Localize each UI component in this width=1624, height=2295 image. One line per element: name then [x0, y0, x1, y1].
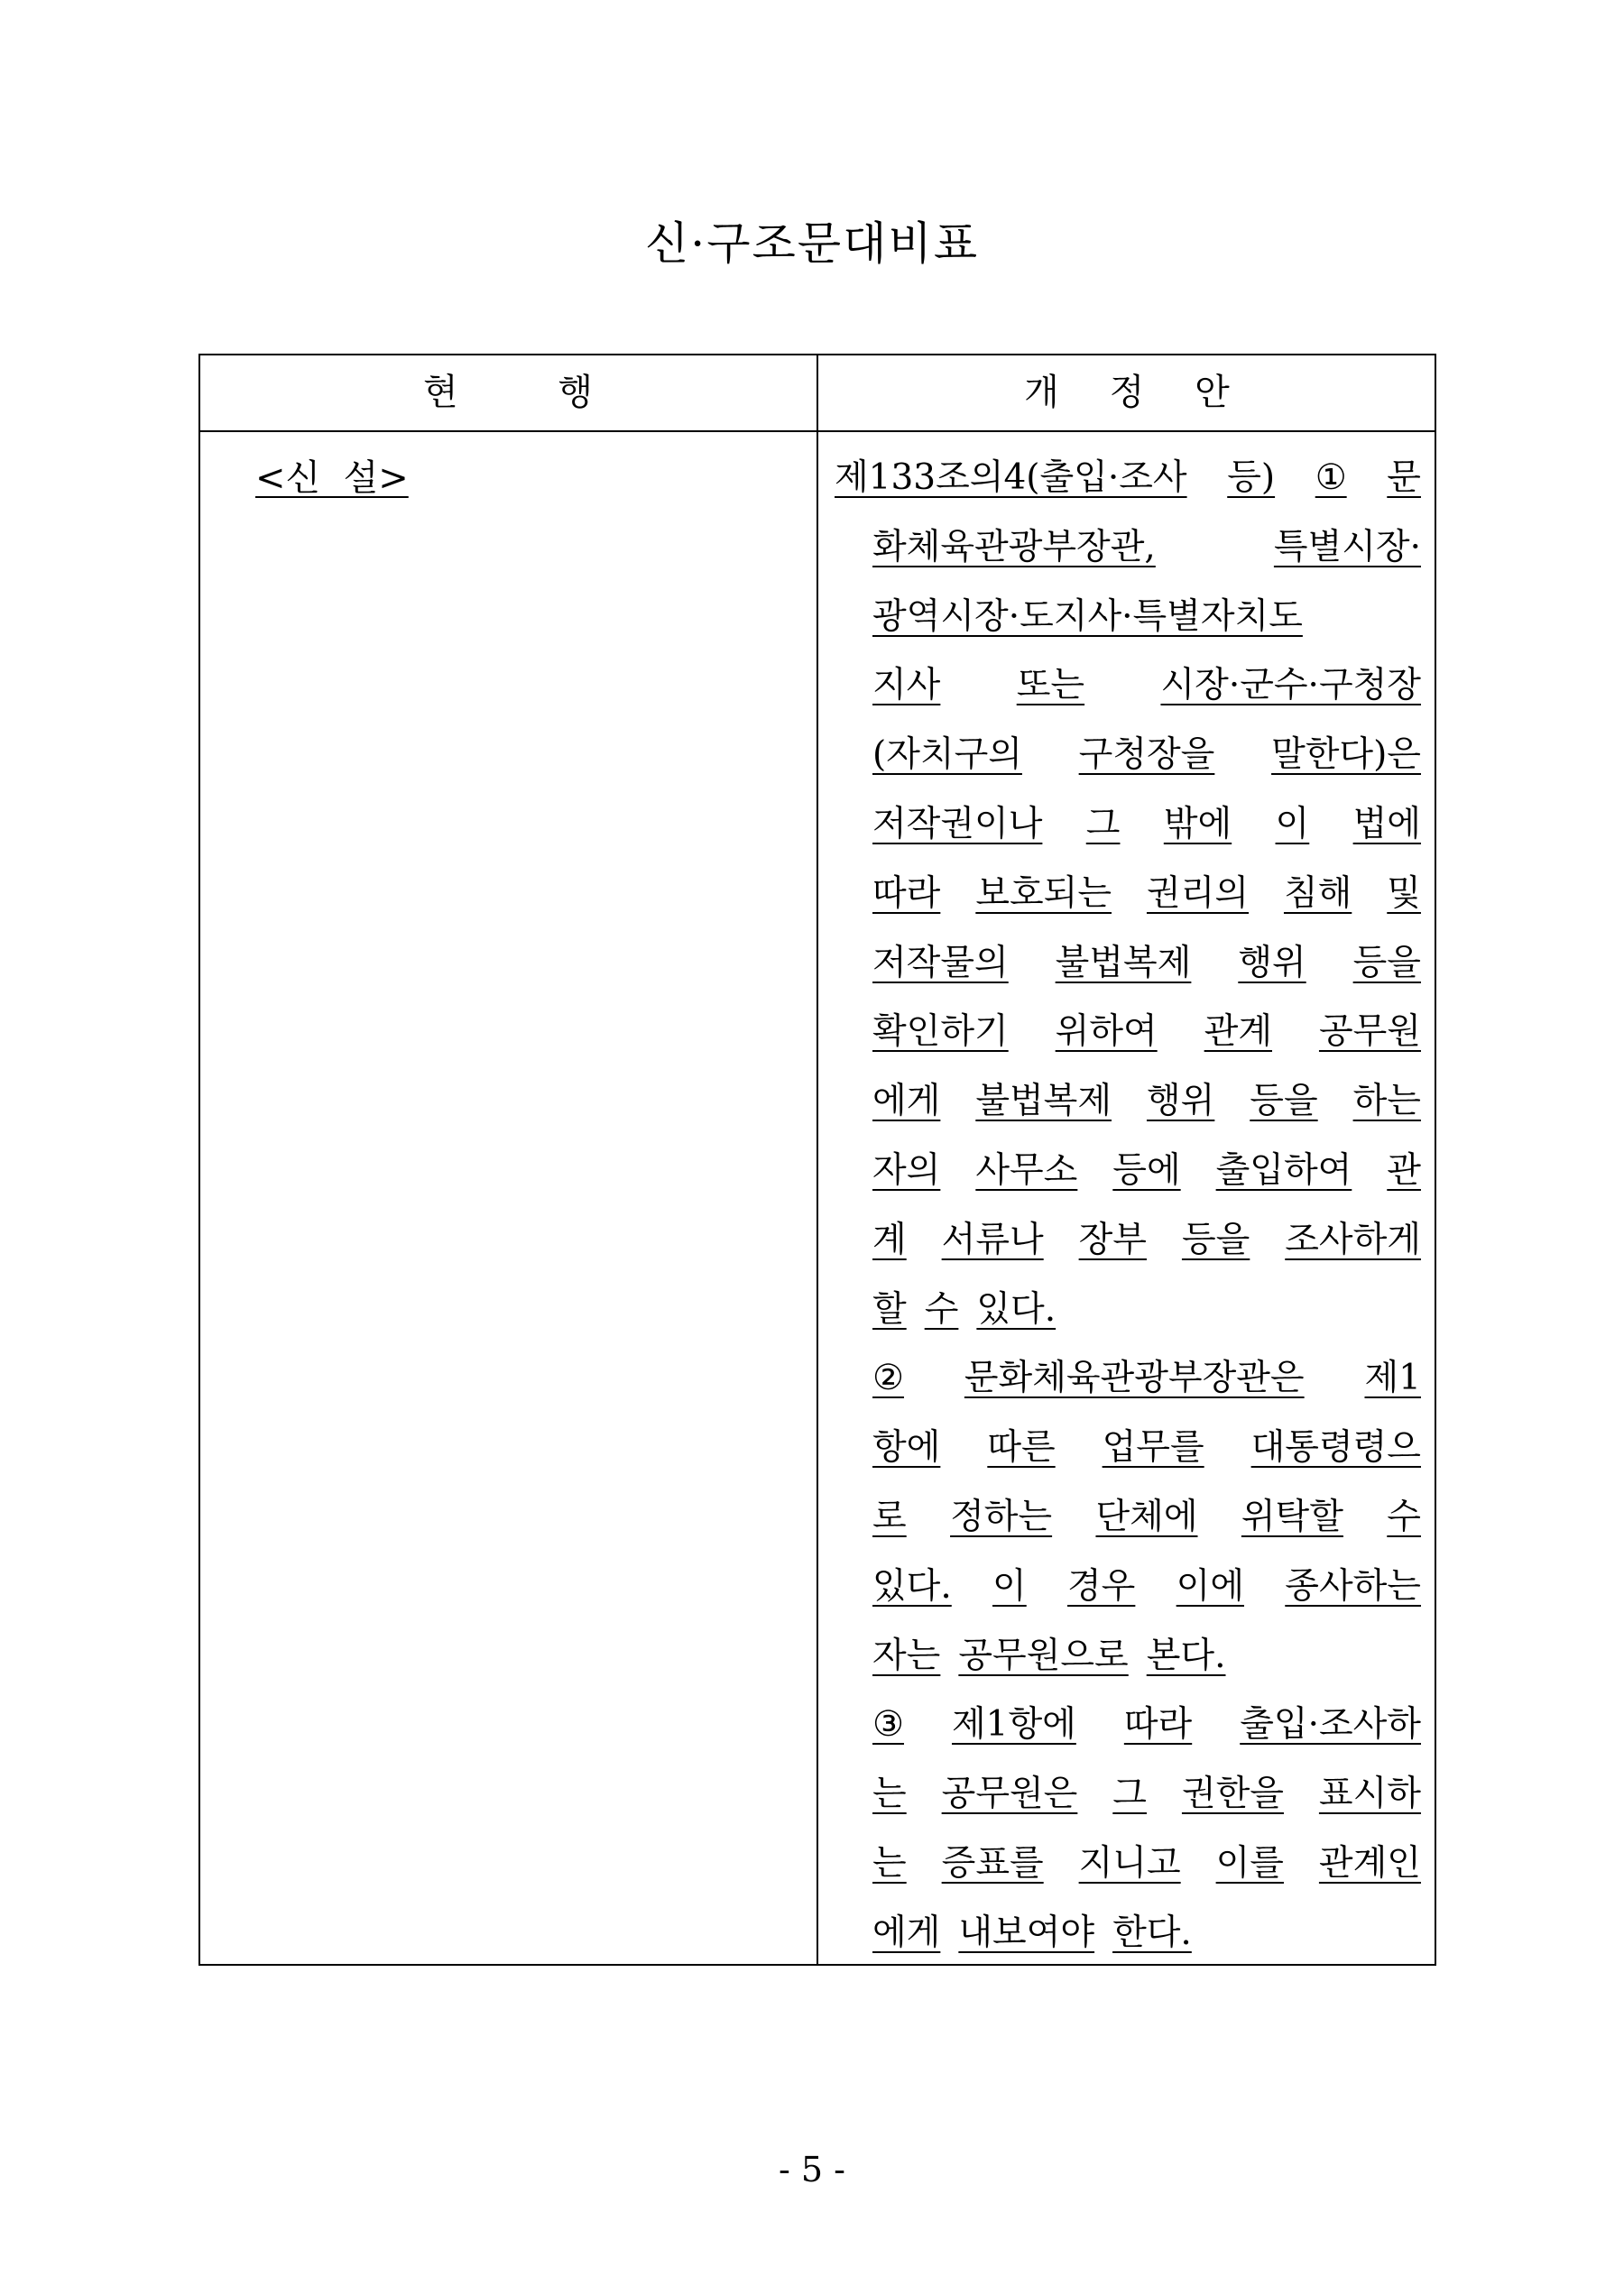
- amendment-line: 는 공무원은 그 권한을 표시하: [872, 1774, 1421, 1815]
- amendment-line: 에게 내보여야 한다.: [872, 1912, 1192, 1953]
- amendment-line: (자치구의 구청장을 말한다)은: [872, 734, 1421, 776]
- amendment-line: 자의 사무소 등에 출입하여 관: [872, 1149, 1421, 1191]
- amendment-line: 있다. 이 경우 이에 종사하는: [872, 1565, 1421, 1607]
- comparison-table: [198, 354, 1436, 1966]
- amendment-line: 화체육관광부장관, 특별시장·: [872, 526, 1421, 567]
- amendment-line: ③ 제1항에 따라 출입·조사하: [872, 1704, 1421, 1746]
- amendment-line: 로 정하는 단체에 위탁할 수: [872, 1496, 1421, 1537]
- document-title: 신·구조문대비표: [645, 217, 979, 270]
- amendment-line: 항에 따른 업무를 대통령령으: [872, 1427, 1421, 1469]
- amendment-line: 제133조의4(출입·조사 등) ① 문: [835, 457, 1421, 498]
- amendment-line: 자는 공무원으로 본다.: [872, 1635, 1226, 1676]
- amendment-line: ② 문화체육관광부장관은 제1: [872, 1358, 1421, 1399]
- current-column-header: 현 행: [423, 372, 594, 413]
- amendment-line: 따라 보호되는 권리의 침해 및: [872, 872, 1421, 914]
- column-divider: [817, 355, 818, 1964]
- amendment-line: 저작물의 불법복제 행위 등을: [872, 942, 1421, 983]
- amendment-line: 지사 또는 시장·군수·구청장: [872, 665, 1421, 706]
- amendment-provision-text: [835, 453, 1421, 1977]
- amendment-line: 저작권이나 그 밖에 이 법에: [872, 803, 1421, 844]
- page-number: - 5 -: [778, 2150, 845, 2189]
- header-divider: [200, 430, 1435, 432]
- amendment-line: 계 서류나 장부 등을 조사하게: [872, 1219, 1421, 1260]
- amendment-line: 광역시장·도지사·특별자치도: [872, 595, 1303, 637]
- amendment-column-header: 개 정 안: [1024, 372, 1231, 413]
- amendment-line: 는 증표를 지니고 이를 관계인: [872, 1842, 1421, 1884]
- current-provision-text: <신 설>: [255, 457, 409, 499]
- amendment-line: 확인하기 위하여 관계 공무원: [872, 1011, 1421, 1053]
- amendment-line: 에게 불법복제 행위 등을 하는: [872, 1081, 1421, 1122]
- amendment-line: 할 수 있다.: [872, 1288, 1057, 1330]
